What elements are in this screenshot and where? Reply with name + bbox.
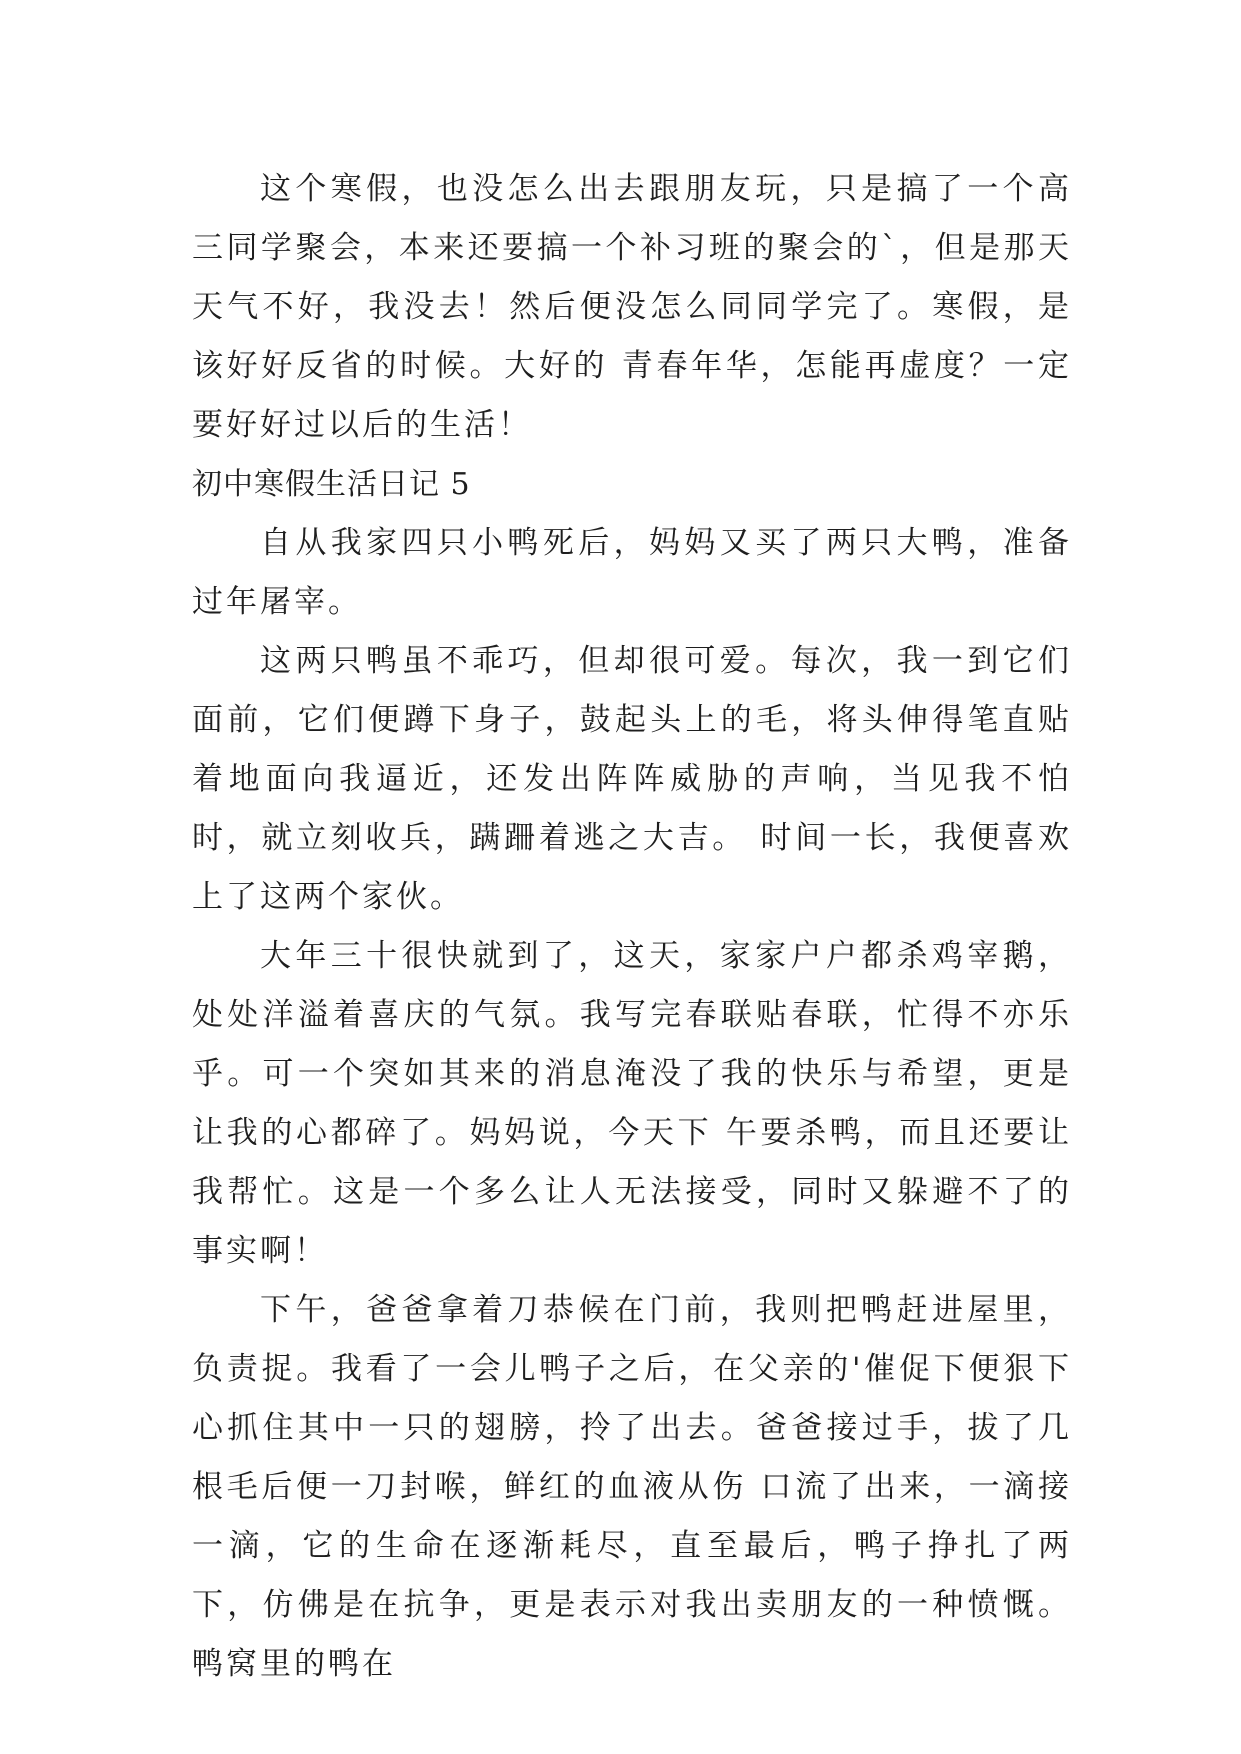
paragraph-afternoon: 下午，爸爸拿着刀恭候在门前，我则把鸭赶进屋里，负责捉。我看了一会儿鸭子之后，在父亲的'催促下便狠下心抓住其中一只的翅膀，拎了出去。爸爸接过手，拔了几根毛后便一刀封喉，鲜红的血液从伤 口流了出来，一滴接一滴，它的生命在逐渐耗尽，直至最后，鸭子挣扎了两下，仿佛是在抗争，更是表示对我出卖朋友的一种愤慨。鸭窝里的鸭在 bbox=[192, 1292, 1072, 1682]
section-title: 初中寒假生活日记 5 bbox=[192, 467, 471, 502]
document-body bbox=[192, 160, 1072, 1694]
paragraph-class-reunion: 这个寒假，也没怎么出去跟朋友玩，只是搞了一个高三同学聚会，本来还要搞一个补习班的聚会的`，但是那天天气不好，我没去！然后便没怎么同同学完了。寒假，是该好好反省的时候。大好的 青春年华，怎能再虚度？一定要好好过以后的生活！ bbox=[192, 171, 1072, 443]
paragraph-new-year-eve: 大年三十很快就到了，这天，家家户户都杀鸡宰鹅，处处洋溢着喜庆的气氛。我写完春联贴春联，忙得不亦乐乎。可一个突如其来的消息淹没了我的快乐与希望，更是让我的心都碎了。妈妈说，今天下 午要杀鸭，而且还要让我帮忙。这是一个多么让人无法接受，同时又躲避不了的事实啊！ bbox=[192, 938, 1072, 1269]
paragraph-ducks-cute: 这两只鸭虽不乖巧，但却很可爱。每次，我一到它们面前，它们便蹲下身子，鼓起头上的毛，将头伸得笔直贴着地面向我逼近，还发出阵阵威胁的声响，当见我不怕时，就立刻收兵，蹒跚着逃之大吉。 时间一长，我便喜欢上了这两个家伙。 bbox=[192, 643, 1072, 915]
paragraph-ducks-bought: 自从我家四只小鸭死后，妈妈又买了两只大鸭，准备过年屠宰。 bbox=[192, 525, 1072, 620]
